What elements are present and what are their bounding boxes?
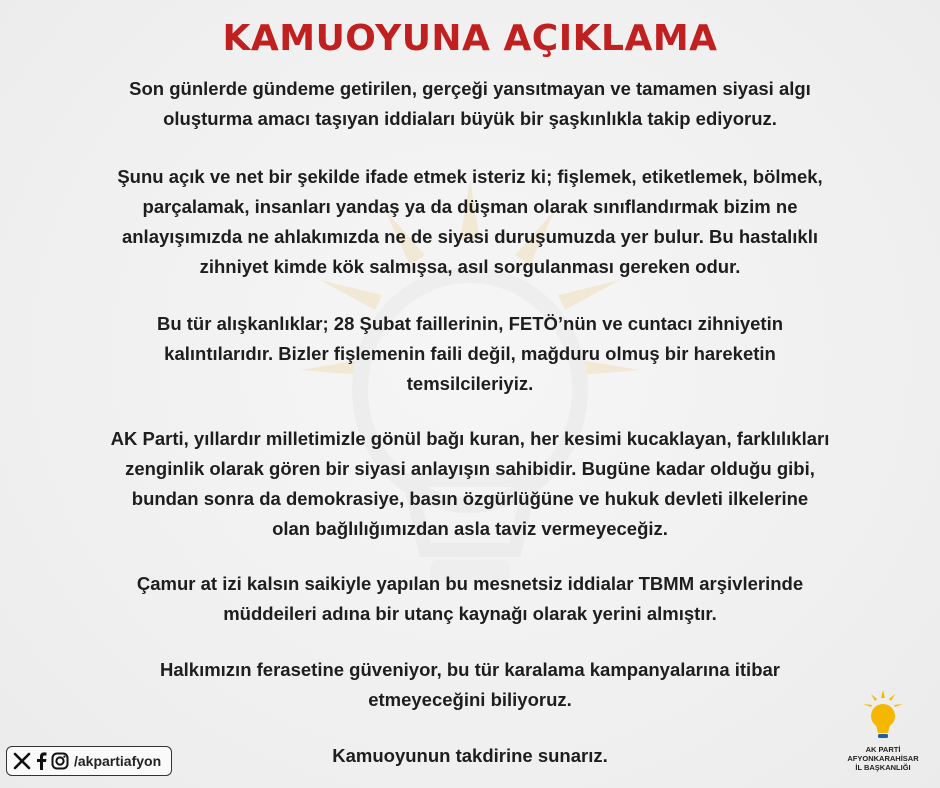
lightbulb-icon [861, 690, 905, 740]
paragraph-2 [50, 162, 890, 282]
paragraph-3 [50, 309, 890, 399]
paragraph-line: AK Parti, yıllardır milletimizle gönül bağı kuran, her kesimi kucaklayan, farklılıkları [110, 428, 830, 449]
paragraph-line: Şunu açık ve net bir şekilde ifade etmek isteriz ki; fişlemek, etiketlemek, bölmek, [117, 166, 823, 187]
logo-line-2: AFYONKARAHİSAR [847, 754, 919, 763]
paragraph-line: Çamur at izi kalsın saikiyle yapılan bu mesnetsiz iddialar TBMM arşivlerinde [136, 573, 804, 594]
paragraph-line: kalıntılarıdır. Bizler fişlemenin faili değil, mağduru olmuş bir hareketin [164, 343, 776, 364]
facebook-icon[interactable] [34, 752, 48, 770]
paragraph-5 [50, 569, 890, 629]
paragraph-line: Halkımızın ferasetine güveniyor, bu tür karalama kampanyalarına itibar [160, 659, 780, 680]
paragraph-4 [50, 424, 890, 544]
paragraph-line: zihniyet kimde kök salmışsa, asıl sorgulanması gereken odur. [199, 256, 741, 277]
paragraph-1 [50, 74, 890, 134]
paragraph-line: oluşturma amacı taşıyan iddiaları büyük bir şaşkınlıkla takip ediyoruz. [163, 108, 777, 129]
page-title: KAMUOYUNA AÇIKLAMA [222, 18, 718, 59]
social-handle-text: /akpartiafyon [74, 753, 162, 769]
closing-line [50, 741, 890, 771]
instagram-icon[interactable] [51, 752, 69, 770]
paragraph-line: Kamuoyunun takdirine sunarız. [332, 745, 608, 766]
paragraph-line: Son günlerde gündeme getirilen, gerçeği yansıtmayan ve tamamen siyasi algı [129, 78, 811, 99]
logo-line-3: İL BAŞKANLIĞI [855, 763, 911, 772]
paragraph-line: olan bağlılığımızdan asla taviz vermeyeceğiz. [272, 518, 668, 539]
paragraph-line: Bu tür alışkanlıklar; 28 Şubat faillerinin, FETÖ’nün ve cuntacı zihniyetin [156, 313, 784, 334]
paragraph-6 [50, 655, 890, 715]
x-icon[interactable] [13, 752, 31, 770]
paragraph-line: bundan sonra da demokrasiye, basın özgürlüğüne ve hukuk devleti ilkelerine [131, 488, 809, 509]
paragraph-line: müddeileri adına bir utanç kaynağı olarak yerini almıştır. [223, 603, 717, 624]
paragraph-line: zenginlik olarak gören bir siyasi anlayışın sahibidir. Bugüne kadar olduğu gibi, [125, 458, 815, 479]
paragraph-line: temsilcileriyiz. [406, 373, 534, 394]
logo-line-1: AK PARTİ [865, 745, 901, 754]
social-handle-box[interactable] [6, 746, 172, 776]
paragraph-line: etmeyeceğini biliyoruz. [368, 689, 572, 710]
paragraph-line: anlayışımızda ne ahlakımızda ne de siyasi duruşumuzda yer bulur. Bu hastalıklı [121, 226, 819, 247]
paragraph-line: parçalamak, insanları yandaş ya da düşman olarak sınıflandırmak bizim ne [142, 196, 798, 217]
ak-parti-logo [833, 690, 933, 780]
